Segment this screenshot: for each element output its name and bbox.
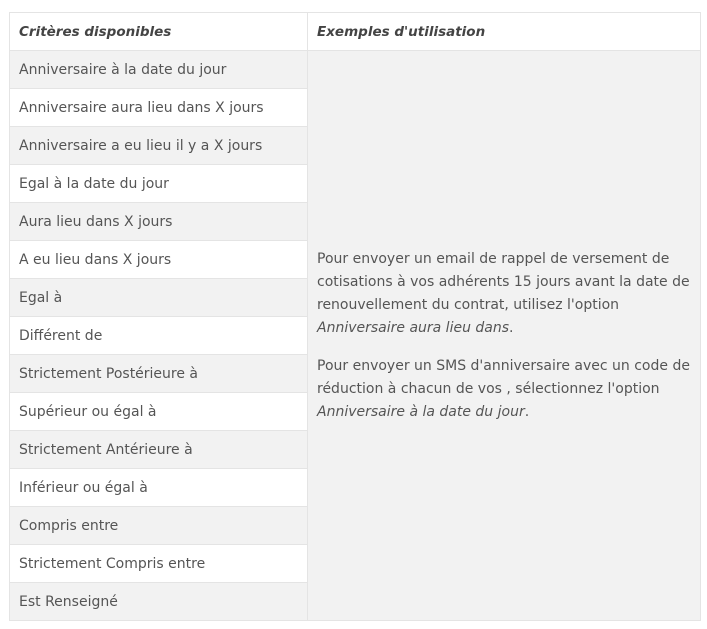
criteria-cell: A eu lieu dans X jours [10,241,308,279]
header-criteria: Critères disponibles [10,13,308,51]
criteria-cell: Inférieur ou égal à [10,469,308,507]
criteria-cell: Strictement Antérieure à [10,431,308,469]
criteria-table [9,12,701,621]
criteria-cell: Supérieur ou égal à [10,393,308,431]
example-email-option: Anniversaire aura lieu dans [317,319,510,336]
criteria-cell: Strictement Postérieure à [10,355,308,393]
criteria-cell: Est Renseigné [10,583,308,621]
criteria-cell: Anniversaire aura lieu dans X jours [10,89,308,127]
criteria-cell: Anniversaire à la date du jour [10,51,308,89]
example-paragraph-sms [317,355,691,424]
criteria-cell: Egal à la date du jour [10,165,308,203]
criteria-cell: Différent de [10,317,308,355]
criteria-cell: Compris entre [10,507,308,545]
table-row [10,51,701,89]
example-paragraph-email [317,248,691,340]
criteria-cell: Egal à [10,279,308,317]
example-sms-text: Pour envoyer un SMS d'anniversaire avec un code de réduction à chacun de vos , sélectionnez l'option [317,357,690,397]
examples-cell [308,51,701,621]
header-examples: Exemples d'utilisation [308,13,701,51]
example-sms-option: Anniversaire à la date du jour [317,403,525,420]
table-header-row [10,13,701,51]
example-email-text: Pour envoyer un email de rappel de versement de cotisations à vos adhérents 15 jours avant la date de renouvellement du contrat, utilisez l'option [317,250,690,313]
criteria-cell: Aura lieu dans X jours [10,203,308,241]
criteria-cell: Strictement Compris entre [10,545,308,583]
example-sms-end: . [524,403,530,420]
example-email-end: . [509,319,514,336]
criteria-cell: Anniversaire a eu lieu il y a X jours [10,127,308,165]
